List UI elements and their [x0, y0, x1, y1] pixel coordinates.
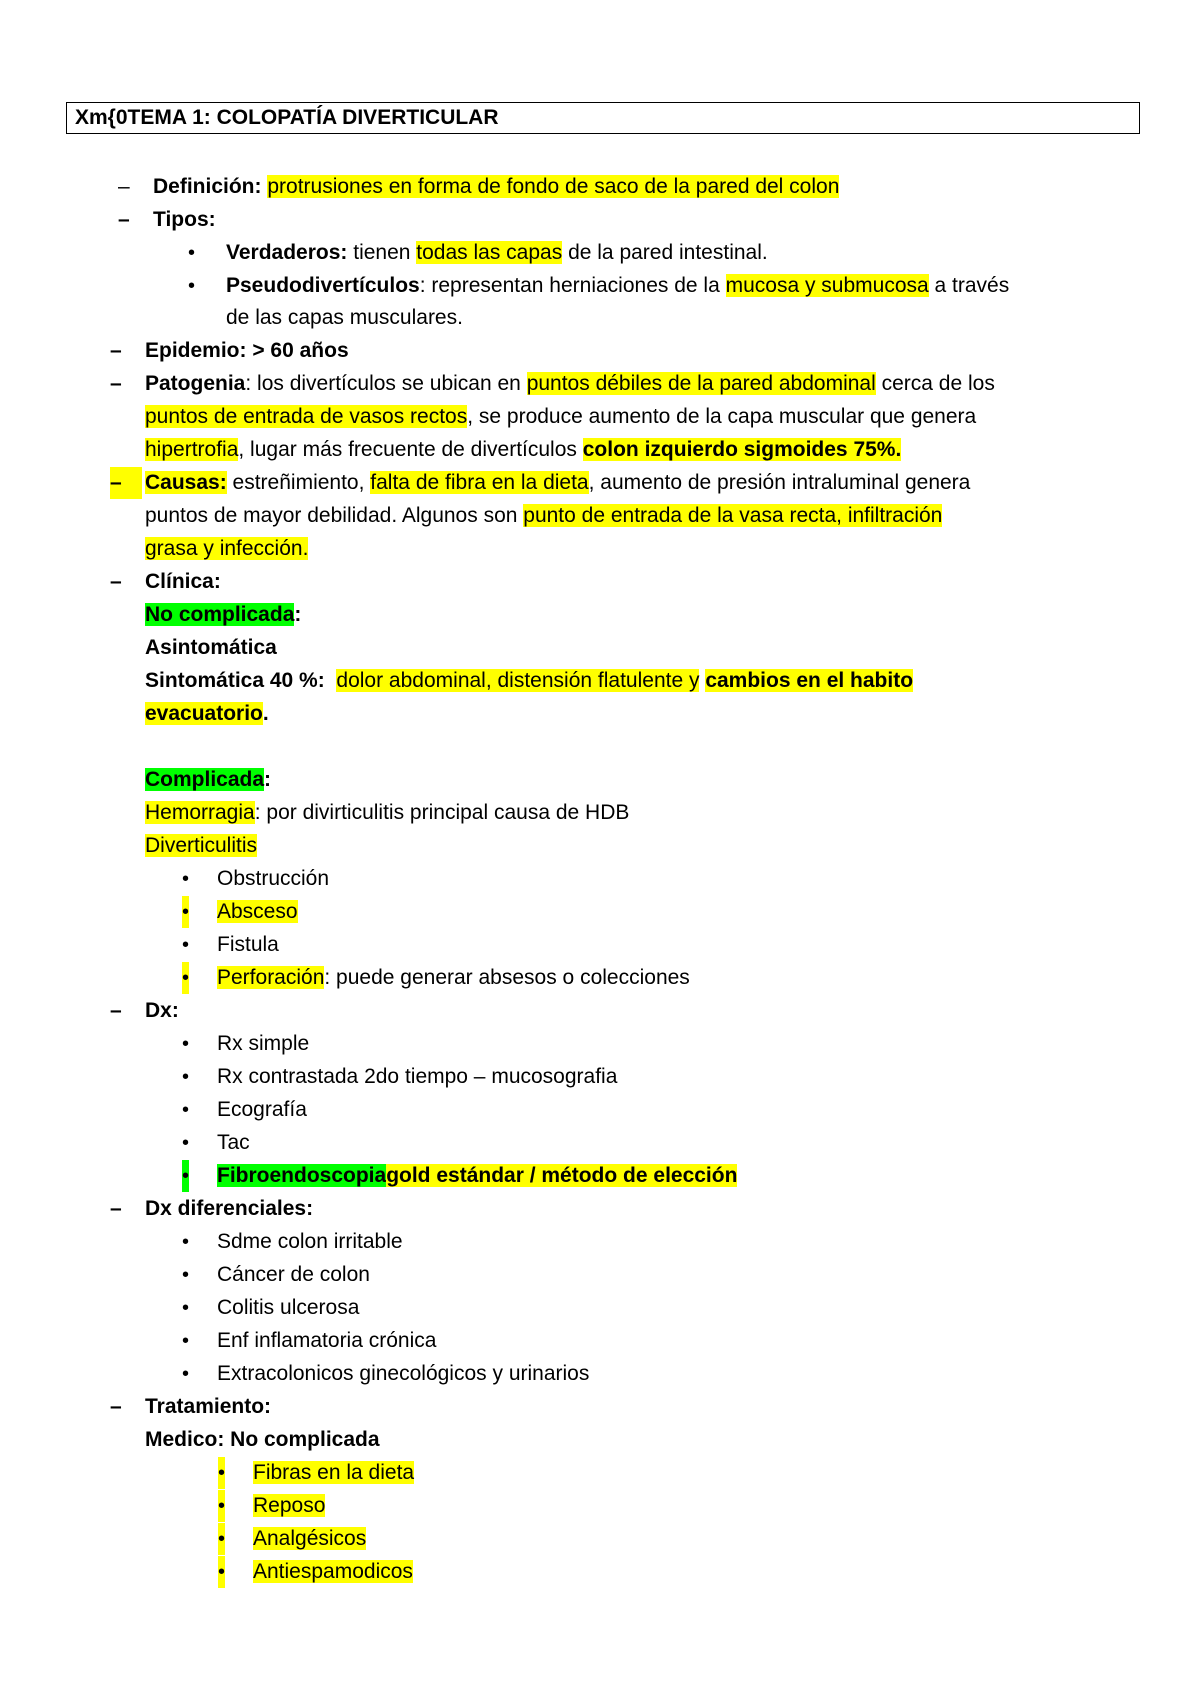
diverticulitis-label: Diverticulitis — [145, 834, 258, 857]
dash-marker: – — [110, 339, 122, 362]
medico-label: Medico: No complicada — [145, 1428, 380, 1451]
patogenia-line-2 — [145, 401, 976, 433]
patogenia-highlight-3: hipertrofia — [145, 438, 239, 461]
no-complicada-line — [145, 599, 301, 631]
tratamiento-item — [253, 1457, 414, 1489]
verdaderos-pre: tienen — [353, 241, 411, 264]
dxdif-label: Dx diferenciales: — [145, 1197, 314, 1220]
bullet-marker: • — [182, 1099, 190, 1121]
absceso-label: Absceso — [217, 900, 298, 923]
patogenia-line-3 — [145, 434, 901, 466]
causas-line-3 — [145, 533, 308, 565]
dx-item-fibro — [217, 1160, 737, 1192]
bullet-marker: • — [182, 1330, 190, 1352]
sintomatica-line — [145, 665, 913, 697]
causas-line-1 — [145, 467, 970, 499]
dash-marker: – — [110, 467, 142, 499]
dash-marker: – — [118, 208, 130, 231]
no-complicada-label: No complicada — [145, 603, 295, 626]
bullet-marker: • — [188, 275, 196, 297]
tratamiento-item-text: Analgésicos — [253, 1527, 367, 1550]
title-box — [66, 102, 1140, 134]
tipos-line — [153, 204, 216, 236]
tipos-label: Tipos: — [153, 208, 216, 231]
causas-line-2 — [145, 500, 942, 532]
definicion-text: protrusiones en forma de fondo de saco de la pared del colon — [267, 175, 840, 198]
patogenia-post-2: , se produce aumento de la capa muscular que genera — [467, 405, 977, 428]
pseudo-pre: : representan herniaciones de la — [419, 274, 720, 297]
patogenia-line-1 — [145, 368, 995, 400]
causas-pre-2: puntos de mayor debilidad. Algunos son — [145, 504, 518, 527]
tratamiento-item-text: Fibras en la dieta — [253, 1461, 415, 1484]
bullet-marker: • — [218, 1523, 225, 1555]
patogenia-pre: : los divertículos se ubican en — [245, 372, 521, 395]
sintomatica-label: Sintomática 40 %: — [145, 669, 325, 692]
patogenia-post-1: cerca de los — [881, 372, 995, 395]
dxdif-item: Extracolonicos ginecológicos y urinarios — [217, 1362, 590, 1385]
complicacion-item — [217, 962, 690, 994]
dx-item: Rx contrastada 2do tiempo – mucosografia — [217, 1065, 618, 1088]
causas-highlight-2: punto de entrada de la vasa recta, infiltración — [523, 504, 943, 527]
perforacion-post: : puede generar absesos o colecciones — [324, 966, 690, 989]
complicacion-item — [217, 896, 298, 928]
bullet-marker: • — [182, 1231, 190, 1253]
diverticulitis-line — [145, 830, 257, 862]
causas-pre-1: estreñimiento, — [232, 471, 365, 494]
definicion-line — [153, 171, 839, 203]
sintomatica-bold-2: evacuatorio — [145, 702, 263, 725]
causas-highlight-1: falta de fibra en la dieta — [370, 471, 589, 494]
tratamiento-item — [253, 1523, 366, 1555]
pseudo-highlight: mucosa y submucosa — [725, 274, 929, 297]
dash-marker: – — [110, 372, 122, 395]
tratamiento-label: Tratamiento: — [145, 1395, 272, 1418]
dx-item: Rx simple — [217, 1032, 310, 1055]
causas-post-1: , aumento de presión intraluminal genera — [588, 471, 971, 494]
hemorragia-label: Hemorragia — [145, 801, 255, 824]
complicada-label: Complicada — [145, 768, 265, 791]
causas-highlight-3: grasa y infección. — [145, 537, 309, 560]
bullet-marker: • — [182, 896, 189, 928]
page-title: Xm{0TEMA 1: COLOPATÍA DIVERTICULAR — [75, 106, 499, 129]
patogenia-mid-3: , lugar más frecuente de divertículos — [238, 438, 577, 461]
hemorragia-post: : por divirticulitis principal causa de HDB — [254, 801, 630, 824]
complicada-line — [145, 764, 271, 796]
bullet-marker: • — [182, 1297, 190, 1319]
dash-marker: – — [110, 999, 122, 1022]
sintomatica-bold: cambios en el habito — [705, 669, 914, 692]
bullet-marker: • — [182, 934, 190, 956]
fibro-label: Fibroendoscopia — [217, 1164, 387, 1187]
pseudo-line — [226, 270, 1009, 302]
dx-item: Ecografía — [217, 1098, 307, 1121]
asintomatica-line: Asintomática — [145, 636, 277, 659]
tratamiento-item — [253, 1556, 413, 1588]
patogenia-bold-3: colon izquierdo sigmoides 75%. — [582, 438, 902, 461]
complicacion-item: Obstrucción — [217, 867, 330, 890]
perforacion-label: Perforación — [217, 966, 325, 989]
complicacion-item: Fistula — [217, 933, 279, 956]
patogenia-highlight-2: puntos de entrada de vasos rectos — [145, 405, 468, 428]
bullet-marker: • — [218, 1556, 225, 1588]
tratamiento-item — [253, 1490, 325, 1522]
bullet-marker: • — [182, 962, 189, 994]
dash-marker: – — [110, 570, 122, 593]
dxdif-item: Sdme colon irritable — [217, 1230, 403, 1253]
bullet-marker: • — [188, 242, 196, 264]
definicion-label: Definición: — [153, 175, 262, 198]
verdaderos-post: de la pared intestinal. — [568, 241, 768, 264]
epidemio-line: Epidemio: > 60 años — [145, 339, 349, 362]
dash-marker: – — [110, 1395, 122, 1418]
bullet-marker: • — [182, 868, 190, 890]
pseudo-label: Pseudodivertículos — [226, 274, 420, 297]
bullet-marker: • — [218, 1490, 225, 1522]
clinica-label: Clínica: — [145, 570, 221, 593]
tratamiento-item-text: Antiespamodicos — [253, 1560, 413, 1583]
dash-marker: – — [118, 175, 130, 198]
bullet-marker: • — [182, 1264, 190, 1286]
dxdif-item: Colitis ulcerosa — [217, 1296, 360, 1319]
bullet-marker: • — [182, 1363, 190, 1385]
dxdif-item: Enf inflamatoria crónica — [217, 1329, 437, 1352]
period-mark: . — [262, 702, 269, 725]
colon-mark: : — [294, 603, 302, 626]
bullet-marker: • — [182, 1132, 190, 1154]
dxdif-item: Cáncer de colon — [217, 1263, 370, 1286]
patogenia-label: Patogenia — [145, 372, 246, 395]
verdaderos-line — [226, 237, 768, 269]
dx-item: Tac — [217, 1131, 250, 1154]
causas-label: Causas: — [145, 471, 227, 494]
bullet-marker: • — [182, 1066, 190, 1088]
sintomatica-highlight: dolor abdominal, distensión flatulente y — [336, 669, 700, 692]
tratamiento-item-text: Reposo — [253, 1494, 326, 1517]
pseudo-line-2: de las capas musculares. — [226, 306, 463, 329]
sintomatica-line-2 — [145, 698, 269, 730]
fibro-post: gold estándar / método de elección — [386, 1164, 738, 1187]
verdaderos-label: Verdaderos: — [226, 241, 348, 264]
dash-marker: – — [110, 1197, 122, 1220]
bullet-marker: • — [218, 1457, 225, 1489]
bullet-marker: • — [182, 1033, 190, 1055]
patogenia-highlight-1: puntos débiles de la pared abdominal — [526, 372, 876, 395]
verdaderos-highlight: todas las capas — [416, 241, 563, 264]
dx-label: Dx: — [145, 999, 179, 1022]
hemorragia-line — [145, 797, 629, 829]
pseudo-post: a través — [934, 274, 1010, 297]
colon-mark: : — [264, 768, 272, 791]
bullet-marker: • — [182, 1160, 189, 1192]
